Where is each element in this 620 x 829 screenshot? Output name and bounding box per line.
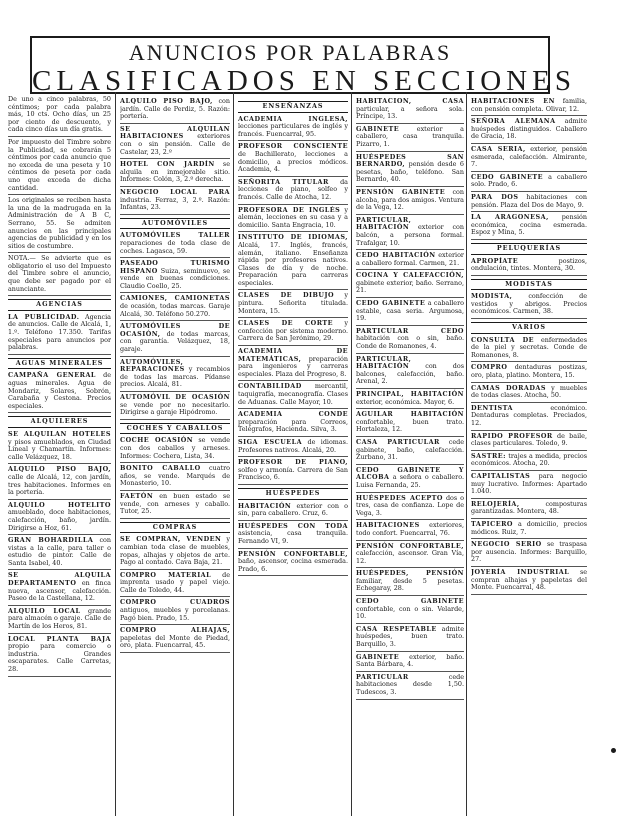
ad-keyword: HABITACIONES	[356, 521, 420, 530]
ad-text: familiar, desde 5 pesetas. Echegaray, 28.	[356, 576, 464, 593]
ad-keyword: HABITACIÓN	[238, 501, 292, 510]
ad-keyword: PASEADO TURISMO HISPANO	[120, 259, 230, 275]
ad-keyword: GRAN BOHARDILLA	[8, 536, 94, 545]
column-rule	[115, 92, 116, 816]
ad-text: calle de Alcalá, 12, con jardín, tres habitaciones. Informes en la portería.	[8, 472, 111, 497]
section-heading: PELUQUERÍAS	[471, 243, 587, 255]
header-title-line2: CLASIFICADOS EN SECCIONES	[32, 65, 576, 97]
ad-text: grande para almacén o garaje. Calle de Martín de los Heros, 81.	[8, 606, 111, 631]
ad-text: confortable, con o sin. Velarde, 10.	[356, 604, 464, 621]
ad-keyword: SE COMPRAN, VENDEN	[120, 535, 222, 544]
ad-text: mercantil, taquigrafía, mecanografía. Clases de Aduanas. Calle Mayor, 10.	[238, 382, 348, 406]
ad-keyword: ACADEMIA CONDE	[238, 410, 348, 419]
ad-text: exteriores, todo confort. Fuencarral, 76.	[356, 521, 464, 537]
ad-text: cuatro años, se vende. Marqués de Monasterio, 10.	[120, 464, 230, 488]
ad-text: da lecciones de piano, solfeo y francés. Calle de Atocha, 12.	[238, 177, 348, 201]
ad-keyword: CEDO HABITACIÓN	[356, 251, 436, 260]
ad-text: habitación con o sin, baño. Conde de Romanones, 4.	[356, 334, 464, 351]
ad-text: se vende con dos caballos y arneses. Informes: Cochera, Lista, 34.	[120, 436, 230, 460]
ad-keyword: COMPRO	[471, 363, 508, 372]
ad-text: a caballero estable, casa seria. Argumosa, 19.	[356, 299, 464, 323]
ad-text: familia, con pensión completa. Olivar, 12.	[471, 98, 587, 113]
ad-text: preparación para Correos, Telégrafos, Hacienda. Silva, 3.	[238, 417, 348, 434]
ad-keyword: MODISTA,	[471, 292, 513, 301]
section-heading: ALQUILERES	[8, 416, 111, 428]
ad-keyword: CAPITALISTAS	[471, 471, 531, 480]
ad-text: Por impuesto del Timbre sobre la Publicidad, se cobrarán 5 céntimos por cada anuncio que no exceda de una peseta y 10 céntimos de peseta por cada uno que exceda de dicha cantidad.	[8, 137, 111, 192]
ad-keyword: JOYERÍA INDUSTRIAL	[471, 567, 570, 576]
ad-text: y confección por sistema moderno. Carrera de San Jerónimo, 29.	[238, 319, 348, 343]
ad-keyword: CEDO GABINETE	[356, 299, 426, 308]
ad-keyword: PROFESORA DE INGLÉS	[238, 205, 341, 214]
ad-text: dentaduras postizas, oro, plata, platino. Montera, 15.	[471, 363, 587, 380]
ad-text: amueblado, doce habitaciones, calefacción, baño, jardín. Dirigirse a Hoz, 61.	[8, 508, 111, 532]
ad-keyword: ALQUILO LOCAL	[8, 606, 81, 615]
ad-keyword: CASA RESPETABLE	[356, 624, 437, 633]
newspaper-page	[8, 6, 612, 824]
ad-text: para negocio muy lucrativo. Informes: Apartado 1.040.	[471, 471, 587, 496]
section-heading: COMPRAS	[120, 522, 230, 534]
ad-text: composturas garantizadas. Montera, 48.	[471, 499, 587, 516]
ad-text: calefacción, ascensor. Gran Vía, 12.	[356, 549, 464, 565]
section-heading: MODISTAS	[471, 279, 587, 291]
ad-text: se alquila en inmejorable sitio. Informes: Colón, 3, 2.º derecha.	[120, 160, 230, 184]
ad-keyword: COCINA Y CALEFACCIÓN,	[356, 271, 464, 280]
ad-keyword: PROFESOR DE PIANO,	[238, 458, 348, 467]
ad-text: trajes a medida, precios económicos. Atocha, 20.	[471, 451, 587, 468]
ad-text: asistencia, casa tranquila. Fernando VI, 9.	[238, 529, 348, 545]
ad-keyword: AUTOMÓVILES TALLER	[120, 231, 230, 240]
ad-keyword: CASA PARTICULAR	[356, 437, 440, 446]
ad-text: admite huéspedes distinguidos. Caballero de Gracia, 18.	[471, 117, 587, 141]
ad-text: de ocasión, todas marcas. Garaje Alcalá, 30. Teléfono 50.270.	[120, 302, 230, 318]
ad-keyword: HUÉSPEDES CON TODA	[238, 521, 348, 530]
ad-keyword: GABINETE	[356, 652, 400, 661]
ad-keyword: PENSIÓN CONFORTABLE,	[238, 549, 348, 558]
ad-keyword: SE ALQUILAN HABITACIONES	[120, 124, 230, 141]
ad-text: de idiomas. Profesores nativos. Alcalá, 20.	[238, 437, 348, 454]
ad-keyword: CEDO GABINETE Y ALCOBA	[356, 465, 464, 482]
ad-text: exterior, pensión esmerada, calefacción. Almirante, 7.	[471, 144, 587, 169]
ad-text: cede gabinete, baño, calefacción. Zurbano, 31.	[356, 437, 464, 462]
ad-text: papeletas del Monte de Piedad, oro, plata. Fuencarral, 45.	[120, 633, 230, 650]
ad-keyword: BONITO CABALLO	[120, 464, 201, 473]
ad-keyword: SEÑORITA TITULAR	[238, 177, 329, 186]
ad-keyword: ALQUILO PISO BAJO,	[8, 465, 111, 474]
ad-text: con vistas a la calle, para taller o estudio de pintor. Calle de Santa Isabel, 40.	[8, 536, 111, 567]
ad-keyword: CONSULTA DE	[471, 335, 535, 344]
ad-text: a caballero solo. Prado, 6.	[471, 172, 587, 189]
section-heading: ENSEÑANZAS	[238, 101, 348, 113]
ad-text: Los originales se reciben hasta la una de la madrugada en la Administración de A B C, Serrano, 55. Se admiten anuncios en las principales agencias de publicidad y en los sitios de costumbre.	[8, 196, 111, 250]
ad-keyword: CLASES DE DIBUJO	[238, 291, 335, 300]
ad-text: de baile, clases particulares. Toledo, 9.	[471, 431, 587, 448]
ad-keyword: CONTABILIDAD	[238, 382, 302, 391]
ad-text: con alcoba, para dos amigos. Ventura de la Vega, 12.	[356, 187, 464, 212]
ad-text: en buen estado se vende, con arneses y caballo. Tutor, 25.	[120, 491, 230, 516]
ad-keyword: TAPICERO	[471, 519, 513, 528]
ad-keyword: COCHE OCASIÓN	[120, 436, 194, 445]
section-heading: HUÉSPEDES	[238, 488, 348, 500]
ad-text: habitaciones con pensión. Plaza del Dos de Mayo, 9.	[471, 192, 587, 209]
ad-text: exterior con o sin, para caballero. Cruz, 6.	[238, 501, 348, 518]
ad-keyword: DENTISTA	[471, 403, 513, 412]
ad-keyword: SEÑORA ALEMANA	[471, 117, 556, 126]
ad-text: cede habitaciones desde 1,50. Tudescos, 3.	[356, 672, 464, 696]
header-title-line1: ANUNCIOS POR PALABRAS	[128, 40, 452, 65]
ad-keyword: LA PUBLICIDAD.	[8, 312, 80, 321]
ad-keyword: PARTICULAR	[356, 672, 409, 681]
ad-keyword: PENSIÓN CONFORTABLE,	[356, 541, 464, 550]
ad-keyword: ACADEMIA INGLESA,	[238, 114, 348, 123]
ad-keyword: PRINCIPAL, HABITACIÓN	[356, 390, 464, 398]
ad-keyword: HOTEL CON JARDÍN	[120, 160, 215, 169]
ad-text: exteriores con o sin pensión. Calle de Castelar, 23, 2.º	[120, 132, 230, 156]
ad-text: reparaciones de toda clase de coches. Lagasca, 59.	[120, 238, 230, 255]
ad-keyword: PARTICULAR, HABITACIÓN	[356, 215, 412, 232]
ad-text: y pintura. Señorita titulada. Montera, 15.	[238, 291, 348, 315]
ad-text: confortable, buen trato. Hortaleza, 12.	[356, 417, 464, 434]
ad-text: pensión desde 6 pesetas, baño, teléfono. San Bernardo, 40.	[356, 160, 464, 184]
classified-header-box	[30, 36, 576, 97]
section-heading: VARIOS	[471, 322, 587, 334]
ad-text: dos o tres, casa de confianza. Lope de Vega, 3.	[356, 493, 464, 517]
section-heading: AGENCIAS	[8, 299, 111, 311]
ad-text: exterior, económica. Mayor, 6.	[356, 397, 455, 406]
ad-keyword: PARA DOS	[471, 192, 519, 201]
ad-text: NOTA.— Se advierte que es obligatorio el uso del Impuesto del Timbre sobre el anuncio, que debe ser pagado por el anunciante.	[8, 254, 111, 293]
section-heading: AUTOMÓVILES	[120, 218, 230, 230]
ad-keyword: FAETÓN	[120, 491, 154, 500]
ad-text: a señora o caballero. Luisa Fernanda, 25.	[356, 473, 464, 489]
ad-text: particular, a señora sola. Príncipe, 13.	[356, 104, 464, 121]
ad-text: exterior a caballero, casa tranquila. Pizarro, 1.	[356, 124, 464, 148]
ad-keyword: CAMAS DORADAS	[471, 383, 546, 392]
section-heading: COCHES Y CABALLOS	[120, 423, 230, 435]
ad-keyword: AUTOMÓVILES DE OCASIÓN,	[120, 322, 230, 338]
ad-keyword: INSTITUTO DE IDIOMAS,	[238, 233, 348, 242]
ad-text: postizos, ondulación, tintes. Montera, 30.	[471, 256, 587, 273]
ad-text: baño, ascensor, cocina esmerada. Prado, 6.	[238, 557, 348, 573]
ad-keyword: APROPÍATE	[471, 256, 519, 265]
ad-text: antiguos, muebles y porcelanas. Pagó bien. Prado, 15.	[120, 606, 230, 622]
ad-keyword: PARTICULAR, HABITACIÓN	[356, 354, 412, 371]
ad-text: admite huéspedes, buen trato. Barquillo, 3.	[356, 624, 464, 649]
column-rule	[351, 92, 352, 816]
ad-keyword: AGUILAR HABITACIÓN	[356, 410, 464, 419]
ad-keyword: HUÉSPEDES ACEPTO	[356, 493, 443, 502]
ad-text: preparación para ingenieros y carreras especiales. Plaza del Progreso, 8.	[238, 354, 348, 378]
ad-text: exterior, baño. Santa Bárbara, 4.	[356, 652, 464, 669]
ad-text: confección de vestidos y abrigos. Precios económicos. Carmen, 38.	[471, 292, 587, 316]
ad-text: con jardín. Calle de Perdiz, 5. Razón: portería.	[120, 98, 230, 121]
section-heading: AGUAS MINERALES	[8, 358, 111, 370]
ad-keyword: ALQUILO HOTELITO	[8, 500, 111, 509]
ad-text: industria. Ferraz, 3, 2.º. Razón: Infantas, 23.	[120, 195, 230, 212]
ad-text: solfeo y armonía. Carrera de San Francisco, 6.	[238, 465, 348, 482]
ad-keyword: RELOJERÍA,	[471, 499, 520, 508]
ad-text: Suiza, seminuevo, se vende en buenas condiciones. Claudio Coello, 25.	[120, 266, 230, 290]
ad-keyword: HUÉSPEDES, PENSIÓN	[356, 569, 464, 578]
ad-text: y muebles de todas clases. Atocha, 50.	[471, 383, 587, 400]
ad-text: enfermedades de la piel y secretas. Conde de Romanones, 8.	[471, 335, 587, 359]
ad-keyword: GABINETE	[356, 124, 400, 133]
ad-text: se vende por no necesitarlo. Dirigirse a garaje Hipódromo.	[120, 400, 230, 417]
ad-keyword: CAMPAÑA GENERAL	[8, 371, 96, 380]
ad-keyword: PARTICULAR CEDO	[356, 326, 464, 335]
ad-text: exterior a caballero formal. Carmen, 21.	[356, 251, 464, 267]
ad-text: Alcalá, 17. Inglés, francés, alemán, italiano. Enseñanza rápida por profesores nativos. Clases de día y de noche. Preparación para carreras especiales.	[238, 240, 348, 287]
ad-keyword: HABITACIONES EN	[471, 98, 555, 105]
ad-keyword: SE ALQUILAN HOTELES	[8, 429, 111, 438]
ad-keyword: ACADEMIA DE MATEMÁTICAS,	[238, 347, 348, 363]
ad-keyword: AUTOMÓVILES, REPARACIONES	[120, 357, 185, 374]
ad-text: de imprenta usado y papel viejo. Calle de Toledo, 44.	[120, 570, 230, 594]
ad-keyword: CASA SERIA,	[471, 144, 526, 153]
ad-text: pensión económica, cocina esmerada. Espoz y Mina, 5.	[471, 213, 587, 237]
ad-keyword: NEGOCIO SERIO	[471, 540, 542, 549]
ad-text: con dos balcones, calefacción, baño. Arenal, 2.	[356, 362, 464, 386]
ad-keyword: LA ARAGONESA,	[471, 213, 549, 222]
ad-keyword: CEDO GABINETE	[471, 172, 543, 181]
page-dot-mark	[611, 748, 616, 753]
column-rule	[466, 92, 467, 816]
ad-keyword: HUÉSPEDES SAN BERNARDO,	[356, 152, 464, 169]
ad-text: Agencia de anuncios. Calle de Alcalá, 1, 1.º. Teléfono 17.350. Tarifas especiales para anuncios por palabras.	[8, 312, 111, 352]
ad-keyword: SASTRE:	[471, 451, 506, 460]
ad-text: y cambian toda clase de muebles, ropas, alhajas y objetos de arte. Pago al contado. Cava Baja, 21.	[120, 535, 230, 567]
ad-keyword: PROFESOR CONSCIENTE	[238, 142, 348, 151]
ad-text: de todas marcas, con garantía. Velázquez, 18, garaje.	[120, 329, 230, 354]
ad-text: y recambios de todas las marcas. Pídanse precios. Alcalá, 81.	[120, 365, 230, 389]
ad-keyword: ALQUILO PISO BAJO,	[120, 98, 213, 105]
ad-keyword: COMPRO MATERIAL	[120, 570, 212, 579]
ad-text: lecciones particulares de inglés y francés. Fuencarral, 95.	[238, 122, 348, 138]
ad-text: económico. Dentaduras completas. Preciados, 12.	[471, 403, 587, 427]
ad-keyword: PENSIÓN GABINETE	[356, 187, 446, 196]
ad-text: en finca nueva, ascensor, calefacción. Paseo de la Castellana, 12.	[8, 579, 111, 603]
ad-keyword: SE ALQUILA DEPARTAMENTO	[8, 571, 111, 588]
ad-text: de Bachillerato, lecciones a domicilio, a precios módicos. Academia, 4.	[238, 149, 348, 174]
ad-text: a domicilio, precios módicos. Ruiz, 7.	[471, 519, 587, 536]
ad-keyword: CLASES DE CORTE	[238, 319, 334, 328]
ad-keyword: CEDO GABINETE	[356, 597, 464, 606]
ad-text: y alemán, lecciones en su casa y a domicilio. Santa Engracia, 10.	[238, 205, 348, 229]
ad-text: se compran alhajas y papeletas del Monte. Fuencarral, 48.	[471, 567, 587, 592]
column-rule	[233, 92, 234, 816]
ad-text: de aguas minerales. Agua de Mondariz, Solares, Sobrón, Carabaña y Cestona. Precios especiales.	[8, 371, 111, 410]
ad-text: se traspasa por ausencia. Informes: Barquillo, 27.	[471, 540, 587, 564]
ad-keyword: NEGOCIO LOCAL PARA	[120, 187, 230, 196]
ad-text: gabinete exterior, baño. Serrano, 21.	[356, 278, 464, 295]
ad-keyword: SIGA ESCUELA	[238, 437, 303, 446]
ad-keyword: AUTOMÓVIL DE OCASIÓN	[120, 393, 230, 401]
ad-text: y pisos amueblados, en Ciudad Lineal y Chamartín. Informes: calle Velázquez, 18.	[8, 437, 111, 461]
ad-text: exterior con balcón, a persona formal. Trafalgar, 10.	[356, 223, 464, 247]
ad-keyword: HABITACIÓN, CASA	[356, 98, 464, 105]
ad-keyword: RAPIDO PROFESOR	[471, 431, 553, 440]
ad-keyword: CAMIONES, CAMIONETAS	[120, 294, 230, 303]
ad-text: De uno a cinco palabras, 50 céntimos; por cada palabra más, 10 cts. Ocho días, un 25 por ciento de descuento, y cada cinco días un día gratis.	[8, 96, 111, 134]
ad-text: propio para comercio o industria. Grandes escaparates. Calle Carretas, 28.	[8, 642, 111, 673]
ad-keyword: COMPRO CUADROS	[120, 598, 230, 607]
ad-keyword: COMPRO ALHAJAS,	[120, 626, 230, 635]
ad-keyword: LOCAL PLANTA BAJA	[8, 634, 111, 643]
